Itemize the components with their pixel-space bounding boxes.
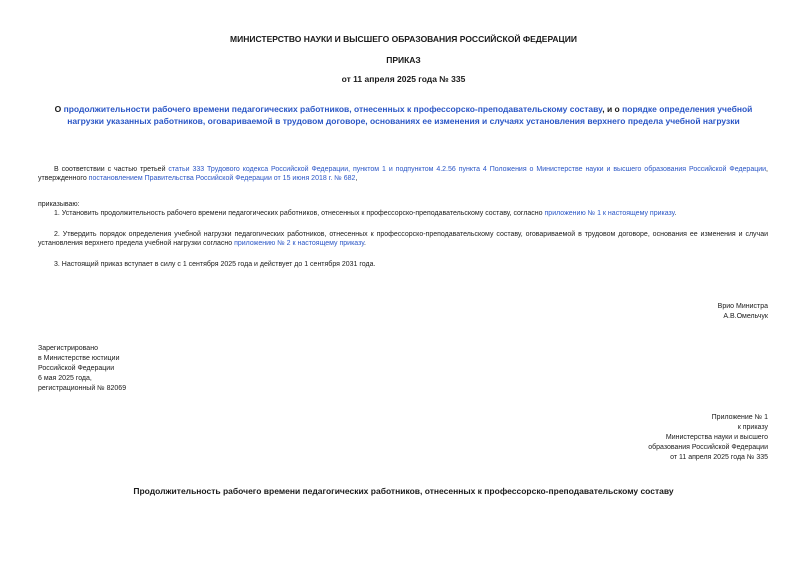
document-title bbox=[44, 103, 763, 127]
document-date-number: от 11 апреля 2025 года № 335 bbox=[341, 74, 466, 84]
appendix-line: к приказу bbox=[737, 424, 768, 431]
title-prefix: О bbox=[54, 104, 64, 114]
link-appendix-2[interactable]: приложению № 2 к настоящему приказу bbox=[234, 240, 365, 247]
signatory-name: А.В.Омельчук bbox=[723, 313, 768, 320]
order-item-1 bbox=[38, 209, 768, 218]
appendix-line: от 11 апреля 2025 года № 335 bbox=[670, 454, 768, 461]
appendix-title: Продолжительность рабочего времени педагогических работников, отнесенных к профессорско-преподавательскому составу bbox=[133, 486, 674, 496]
order-item-3: 3. Настоящий приказ вступает в силу с 1 сентября 2025 года и действует до 1 сентября 2031 года. bbox=[54, 261, 376, 268]
registration-line: Зарегистрировано bbox=[38, 345, 98, 352]
signatory-position: Врио Министра bbox=[717, 303, 768, 310]
appendix-line: Министерства науки и высшего bbox=[665, 434, 768, 441]
registration-line: Российской Федерации bbox=[38, 365, 115, 372]
registration-line: 6 мая 2025 года, bbox=[38, 375, 92, 382]
order-word: приказываю: bbox=[38, 201, 80, 208]
registration-line: в Министерстве юстиции bbox=[38, 355, 120, 362]
order-item-2 bbox=[38, 230, 768, 248]
link-article-333[interactable]: статьи 333 Трудового кодекса Российской Федерации, пунктом 1 и подпунктом 4.2.56 пункта 4 Положения о Министерстве науки и высшего образования Российской Федерации bbox=[168, 166, 767, 173]
title-mid: , и о bbox=[602, 104, 623, 114]
preamble-text-2: , утвержденного bbox=[38, 166, 768, 182]
ministry-name: МИНИСТЕРСТВО НАУКИ И ВЫСШЕГО ОБРАЗОВАНИЯ РОССИЙСКОЙ ФЕДЕРАЦИИ bbox=[230, 34, 577, 44]
preamble-end: , bbox=[355, 175, 358, 182]
item-2-text: 2. Утвердить порядок определения учебной нагрузки педагогических работников, отнесенных к профессорско-преподавательскому составу, оговариваемой в трудовом договоре, основания ее изменения и случаи установления верхнего предела учебной нагрузки согласно bbox=[38, 231, 768, 247]
appendix-line: Приложение № 1 bbox=[711, 414, 768, 421]
item-1-text: 1. Установить продолжительность рабочего времени педагогических работников, отнесенных к профессорско-преподавательскому составу, согласно bbox=[54, 210, 545, 217]
item-1-end: . bbox=[674, 210, 677, 217]
item-2-end: . bbox=[364, 240, 366, 247]
link-government-decree[interactable]: постановлением Правительства Российской Федерации от 15 июня 2018 г. № 682 bbox=[88, 175, 356, 182]
link-appendix-1[interactable]: приложению № 1 к настоящему приказу bbox=[544, 210, 675, 217]
title-link-workload-procedure[interactable]: порядке определения учебной нагрузки указанных работников, оговариваемой в трудовом договоре, основаниях ее изменения и случаях установления верхнего предела учебной нагрузки bbox=[67, 104, 753, 126]
preamble bbox=[38, 165, 768, 183]
registration-line: регистрационный № 82069 bbox=[38, 385, 127, 392]
title-link-working-time[interactable]: продолжительности рабочего времени педагогических работников, отнесенных к профессорско-преподавательскому составу bbox=[63, 104, 603, 114]
preamble-text: В соответствии с частью третьей bbox=[54, 166, 169, 173]
appendix-line: образования Российской Федерации bbox=[648, 444, 768, 451]
appendix-header bbox=[648, 413, 768, 463]
document-type: ПРИКАЗ bbox=[386, 55, 421, 65]
registration-block bbox=[38, 344, 126, 394]
